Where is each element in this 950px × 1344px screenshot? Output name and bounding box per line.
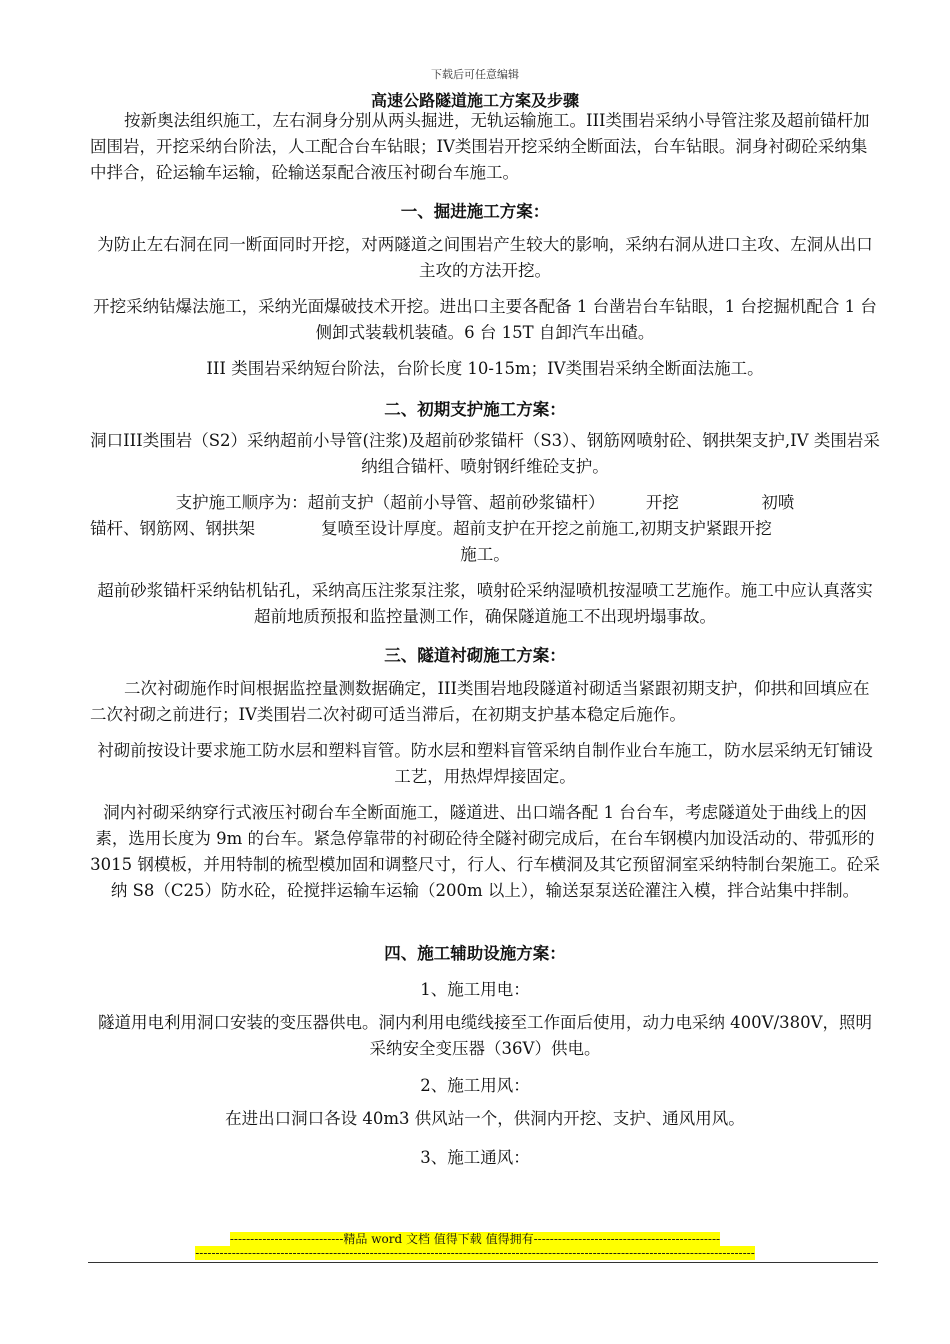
section4-paragraph-2: 在进出口洞口各设 40m3 供风站一个，供洞内开挖、支护、通风用风。 [225,1109,745,1128]
footer-divider [88,1262,878,1263]
section2-heading: 二、初期支护施工方案： [384,400,566,419]
section3-paragraph-1: 二次衬砌施作时间根据监控量测数据确定，III类围岩地段隧道衬砌适当紧跟初期支护，仰拱和回填应在二次衬砌之前进行；IV类围岩二次衬砌可适当滞后，在初期支护基本稳定后施作。 [90,679,870,724]
footer-banner-line-1 [0,1230,950,1247]
section3-paragraph-3: 洞内衬砌采纳穿行式液压衬砌台车全断面施工，隧道进、出口端各配 1 台台车，考虑隧道处于曲线上的因素，选用长度为 9m 的台车。紧急停靠带的衬砌砼待全隧衬砌完成后，在台车钢模内加设活动的、带弧形的 3015 钢模板，并用特制的梳型模加固和调整尺寸，行人、行车横洞及其它预留洞室采纳特制台架施工。砼采纳 S8（C25）防水砼，砼搅拌运输车运输（200m 以上），输送泵泵送砼灌注入模，拌合站集中拌制。 [90,803,880,900]
section4-heading: 四、施工辅助设施方案： [384,944,566,963]
section1-paragraph-1: 为防止左右洞在同一断面同时开挖，对两隧道之间围岩产生较大的影响，采纳右洞从进口主攻、左洞从出口主攻的方法开挖。 [97,235,873,280]
section4-sub-1: 1、施工用电： [420,980,530,999]
footer-banner-line-2 [0,1246,950,1260]
section4-paragraph-1: 隧道用电利用洞口安装的变压器供电。洞内利用电缆线接至工作面后使用，动力电采纳 400V/380V，照明采纳安全变压器（36V）供电。 [97,1013,873,1058]
header-note: 下载后可任意编辑 [431,68,519,81]
section4-sub-3: 3、施工通风： [420,1148,530,1167]
section4-sub-2: 2、施工用风： [420,1076,530,1095]
section1-paragraph-3: III 类围岩采纳短台阶法，台阶长度 10-15m；IV类围岩采纳全断面法施工。 [206,359,764,378]
section2-paragraph-3: 超前砂浆锚杆采纳钻机钻孔，采纳高压注浆泵注浆，喷射砼采纳湿喷机按湿喷工艺施作。施工中应认真落实超前地质预报和监控量测工作，确保隧道施工不出现坍塌事故。 [97,581,873,626]
footer-banner-dashes: ------------------------------------------------------------------------------------------------------------------------------------------ [195,1246,755,1260]
section3-heading: 三、隧道衬砌施工方案： [384,646,566,665]
section2-paragraph-2a: 支护施工顺序为：超前支护（超前小导管、超前砂浆锚杆） 开挖 初喷 [175,493,795,512]
section1-paragraph-2: 开挖采纳钻爆法施工，采纳光面爆破技术开挖。进出口主要各配备 1 台凿岩台车钻眼，1 台挖掘机配合 1 台侧卸式装载机装碴。6 台 15T 自卸汽车出碴。 [93,297,877,342]
section1-heading: 一、掘进施工方案： [400,202,550,221]
document-title: 高速公路隧道施工方案及步骤 [370,91,579,110]
section2-paragraph-1: 洞口III类围岩（S2）采纳超前小导管(注浆)及超前砂浆锚杆（S3）、钢筋网喷射砼、钢拱架支护,IV 类围岩采纳组合锚杆、喷射钢纤维砼支护。 [90,431,880,476]
intro-paragraph: 按新奥法组织施工，左右洞身分别从两头掘进，无轨运输施工。III类围岩采纳小导管注浆及超前锚杆加固围岩，开挖采纳台阶法，人工配合台车钻眼；IV类围岩开挖采纳全断面法，台车钻眼。洞身衬砌砼采纳集中拌合，砼运输车运输，砼输送泵配合液压衬砌台车施工。 [90,111,870,182]
footer-banner-text: ----------------------------精品 word 文档 值得下载 值得拥有---------------------------------------------- [229,1232,721,1246]
section3-paragraph-2: 衬砌前按设计要求施工防水层和塑料盲管。防水层和塑料盲管采纳自制作业台车施工，防水层采纳无钉铺设工艺，用热焊焊接固定。 [97,741,873,786]
section2-paragraph-2b: 锚杆、钢筋网、钢拱架 复喷至设计厚度。超前支护在开挖之前施工,初期支护紧跟开挖 [90,519,772,538]
section2-paragraph-2c: 施工。 [460,545,510,564]
